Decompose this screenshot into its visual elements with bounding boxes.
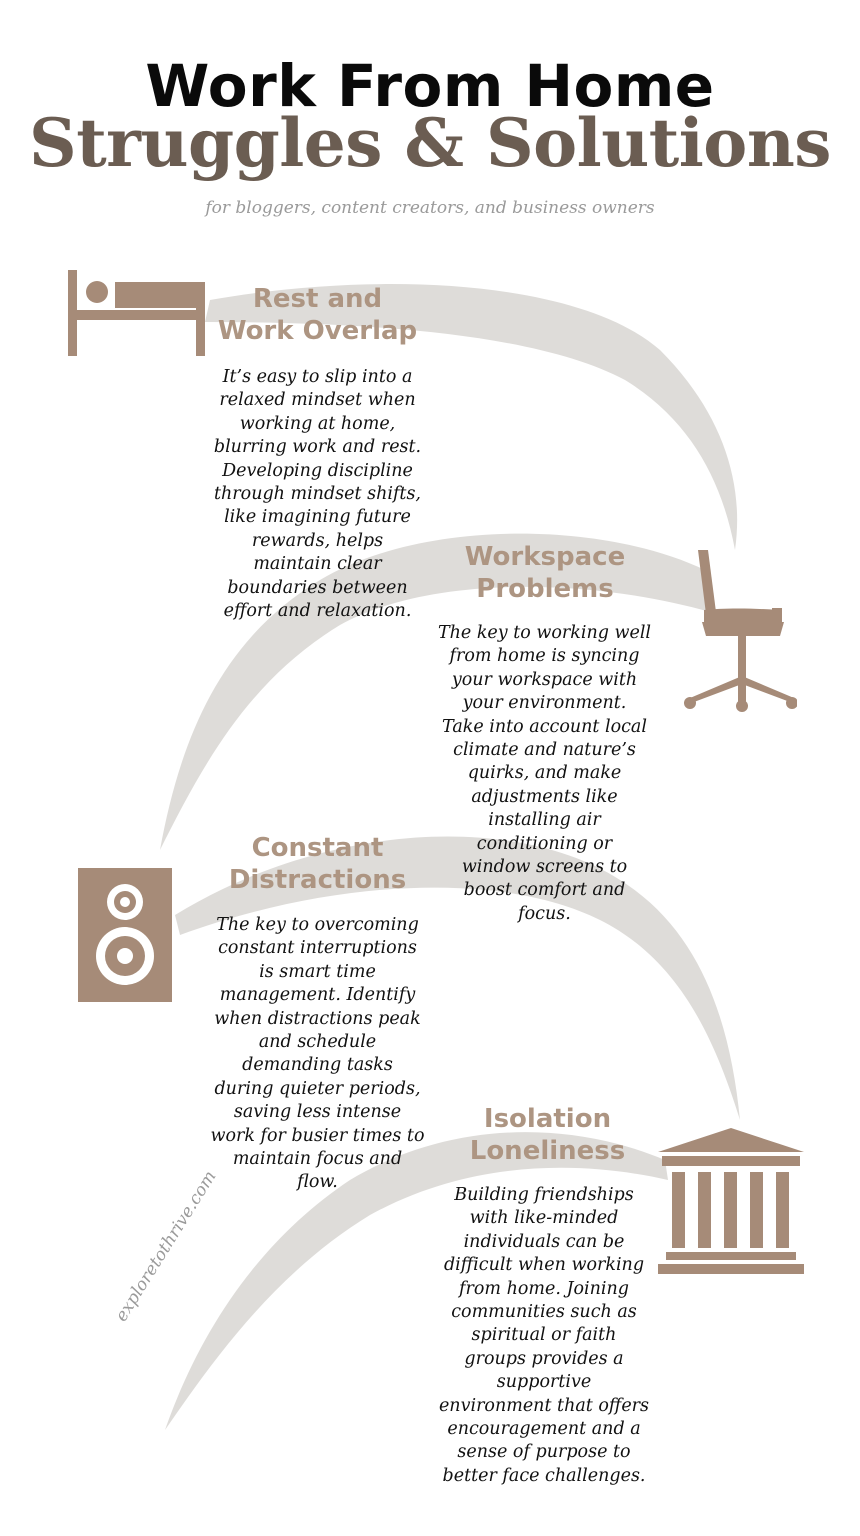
speaker-icon (78, 868, 172, 1002)
title-line-1: Work From Home (145, 52, 715, 120)
section-heading-rest: Rest and Work Overlap (217, 284, 418, 346)
subtitle: for bloggers, content creators, and business owners (205, 198, 655, 218)
section-heading-distractions: Constant Distractions (228, 833, 407, 895)
section-body-workspace: The key to working well from home is syncing your workspace with your environment. Take into account local climate and nature’s quirks, and make adjustments like installing air conditioning or window screens to boost comfort and focus. (437, 623, 652, 924)
section-body-isolation: Building friendships with like-minded individuals can be difficult when working from home. Joining communities such as spiritual or faith groups provides a supportive environment that offers encouragement and a sense of purpose to better face challenges. (438, 1185, 650, 1486)
watermark-url: exploretothrive.com (111, 1167, 221, 1326)
office-chair-icon (682, 548, 797, 713)
section-heading-isolation: Isolation Loneliness (469, 1104, 626, 1166)
temple-icon (658, 1128, 804, 1276)
bed-icon (68, 270, 208, 356)
section-body-distractions: The key to overcoming constant interruptions is smart time management. Identify when distractions peak and schedule demanding tasks during quieter periods, saving less intense work for busier times to maintain focus and flow. (210, 915, 425, 1193)
section-body-rest: It’s easy to slip into a relaxed mindset when working at home, blurring work and rest. Developing discipline through mindset shifts, like imagining future rewards, helps maintain clear boundaries between effort and relaxation. (213, 367, 422, 622)
section-heading-workspace: Workspace Problems (464, 542, 626, 604)
title-line-2: Struggles & Solutions (29, 104, 831, 182)
